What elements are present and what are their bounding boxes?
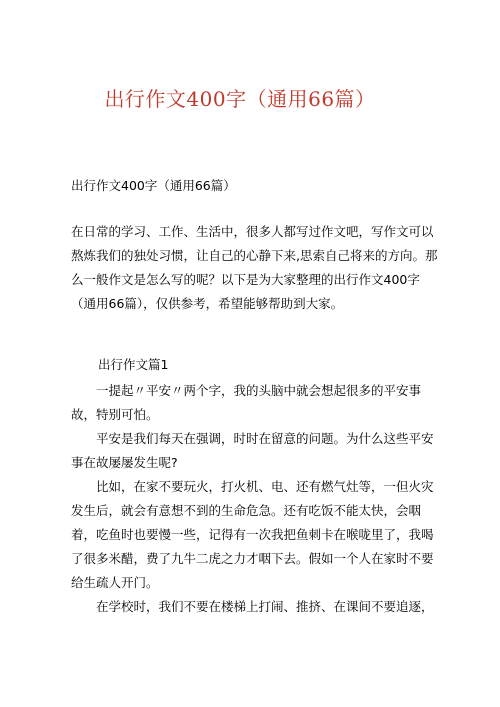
body-text [71,379,441,619]
section-heading: 出行作文篇1 [98,357,169,372]
body-paragraph: 一提起〃平安〃两个字，我的头脑中就会想起很多的平安事故，特别可怕。 [71,383,422,422]
document-title: 出行作文400字（通用66篇） [104,87,376,111]
intro-paragraph: 在日常的学习、工作、生活中，很多人都写过作文吧，写作文可以熬炼我们的独处习惯，让自己的心静下来,思索自己将来的方向。那么一般作文是怎么写的呢？以下是为大家整理的出行作文400字（通用66篇），仅供参考，希望能够帮助到大家。 [71,224,438,311]
body-paragraph: 比如，在家不要玩火，打火机、电、还有燃气灶等，一但火灾发生后，就会有意想不到的生命危急。还有吃饭不能太快，会咽着，吃鱼时也要慢一些，记得有一次我把鱼刺卡在喉咙里了，我喝了很多米醋，费了九牛二虎之力才咽下去。假如一个人在家时不要给生疏人开门。 [71,479,434,590]
body-paragraph: 平安是我们每天在强调，时时在留意的问题。为什么这些平安事在故屡屡发生呢? [71,431,434,470]
body-paragraph: 在学校时，我们不要在楼梯上打闹、推挤、在课间不要追逐， [96,599,434,614]
document-subtitle: 出行作文400字（通用66篇） [71,178,236,193]
